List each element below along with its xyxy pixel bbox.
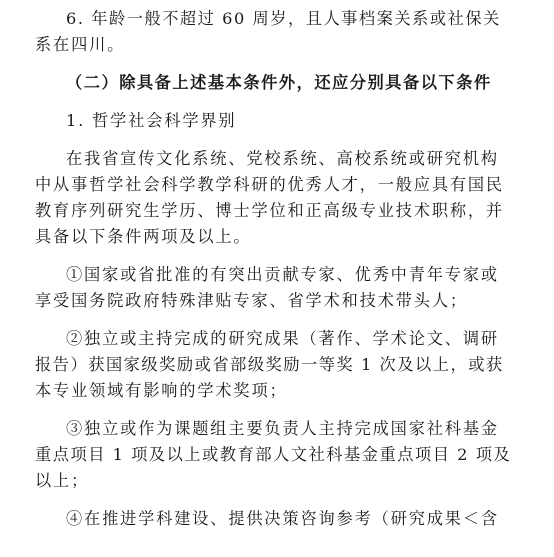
text-line: ④在推进学科建设、提供决策咨询参考（研究成果＜含 [66, 509, 499, 528]
text-line: 6. 年龄一般不超过 60 周岁，且人事档案关系或社保关 [66, 9, 501, 28]
text-line: 具备以下条件两项及以上。 [35, 227, 252, 246]
text-line: 在我省宣传文化系统、党校系统、高校系统或研究机构 [66, 149, 499, 168]
text-line: 本专业领域有影响的学术奖项； [35, 381, 288, 400]
paragraph-condition-4 [35, 506, 535, 532]
text-line: ②独立或主持完成的研究成果（著作、学术论文、调研 [66, 329, 499, 348]
document-page [35, 0, 535, 532]
text-line: 重点项目 1 项及以上或教育部人文社科基金重点项目 2 项及 [35, 445, 512, 464]
paragraph-item-6 [35, 6, 535, 58]
text-line: 报告）获国家级奖励或省部级奖励一等奖 1 次及以上，或获 [35, 355, 504, 374]
section-heading [35, 70, 535, 96]
text-line: 系在四川。 [35, 35, 126, 54]
text-line: ③独立或作为课题组主要负责人主持完成国家社科基金 [66, 419, 499, 438]
subsection-title: 1. 哲学社会科学界别 [66, 111, 237, 130]
paragraph-intro [35, 146, 535, 250]
text-line: 享受国务院政府特殊津贴专家、省学术和技术带头人； [35, 291, 468, 310]
text-line: 以上； [35, 471, 90, 490]
paragraph-condition-3 [35, 416, 535, 494]
text-line: 教育序列研究生学历、博士学位和正高级专业技术职称，并 [35, 201, 504, 220]
subsection-heading [35, 108, 535, 134]
text-line: ①国家或省批准的有突出贡献专家、优秀中青年专家或 [66, 265, 499, 284]
text-line: 中从事哲学社会科学教学科研的优秀人才，一般应具有国民 [35, 175, 504, 194]
paragraph-condition-1 [35, 262, 535, 314]
section-title: （二）除具备上述基本条件外，还应分别具备以下条件 [66, 73, 492, 92]
paragraph-condition-2 [35, 326, 535, 404]
